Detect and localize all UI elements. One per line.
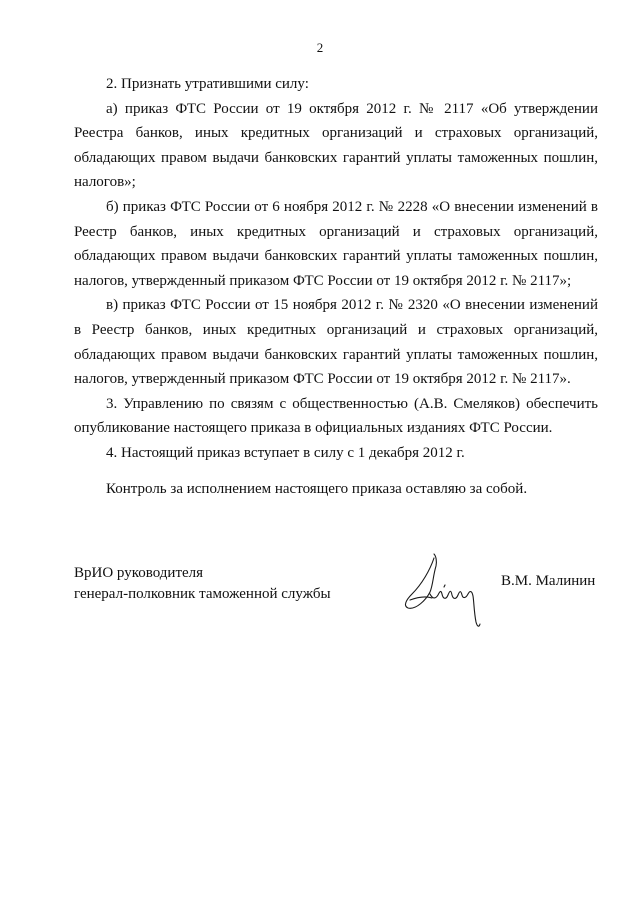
page-number: 2 xyxy=(316,40,324,55)
handwritten-signature xyxy=(400,548,490,633)
paragraph-subitem-b: б) приказ ФТС России от 6 ноября 2012 г. № 2228 «О внесении изменений в Реестр банков, иных кредитных организаций и страховых организаций, обладающих правом выдачи банковских гарантий уплаты таможенных пошлин, налогов, утвержденный приказом ФТС России от 19 октября 2012 г. № 2117»; xyxy=(74,198,598,289)
document-body xyxy=(74,72,598,466)
paragraph-subitem-a: а) приказ ФТС России от 19 октября 2012 г. № 2117 «Об утверждении Реестра банков, иных кредитных организаций и страховых организаций, обладающих правом выдачи банковских гарантий уплаты таможенных пошлин, налогов»; xyxy=(74,100,598,191)
signatory-name: В.М. Малинин xyxy=(501,573,596,589)
control-statement: Контроль за исполнением настоящего приказа оставляю за собой. xyxy=(106,481,528,497)
paragraph-subitem-v: в) приказ ФТС России от 15 ноября 2012 г. № 2320 «О внесении изменений в Реестр банков, иных кредитных организаций и страховых организаций, обладающих правом выдачи банковских гарантий уплаты таможенных пошлин, налогов, утвержденный приказом ФТС России от 19 октября 2012 г. № 2117». xyxy=(74,297,598,388)
signatory-position-line2: генерал-полковник таможенной службы xyxy=(74,586,331,602)
signatory-position xyxy=(74,563,331,605)
paragraph-item-2: 2. Признать утратившими силу: xyxy=(106,76,309,92)
signatory-position-line1: ВрИО руководителя xyxy=(74,565,204,581)
paragraph-item-3: 3. Управлению по связям с общественностью (А.В. Смеляков) обеспечить опубликование настоящего приказа в официальных изданиях ФТС России. xyxy=(74,395,598,437)
paragraph-item-4: 4. Настоящий приказ вступает в силу с 1 декабря 2012 г. xyxy=(106,444,465,461)
